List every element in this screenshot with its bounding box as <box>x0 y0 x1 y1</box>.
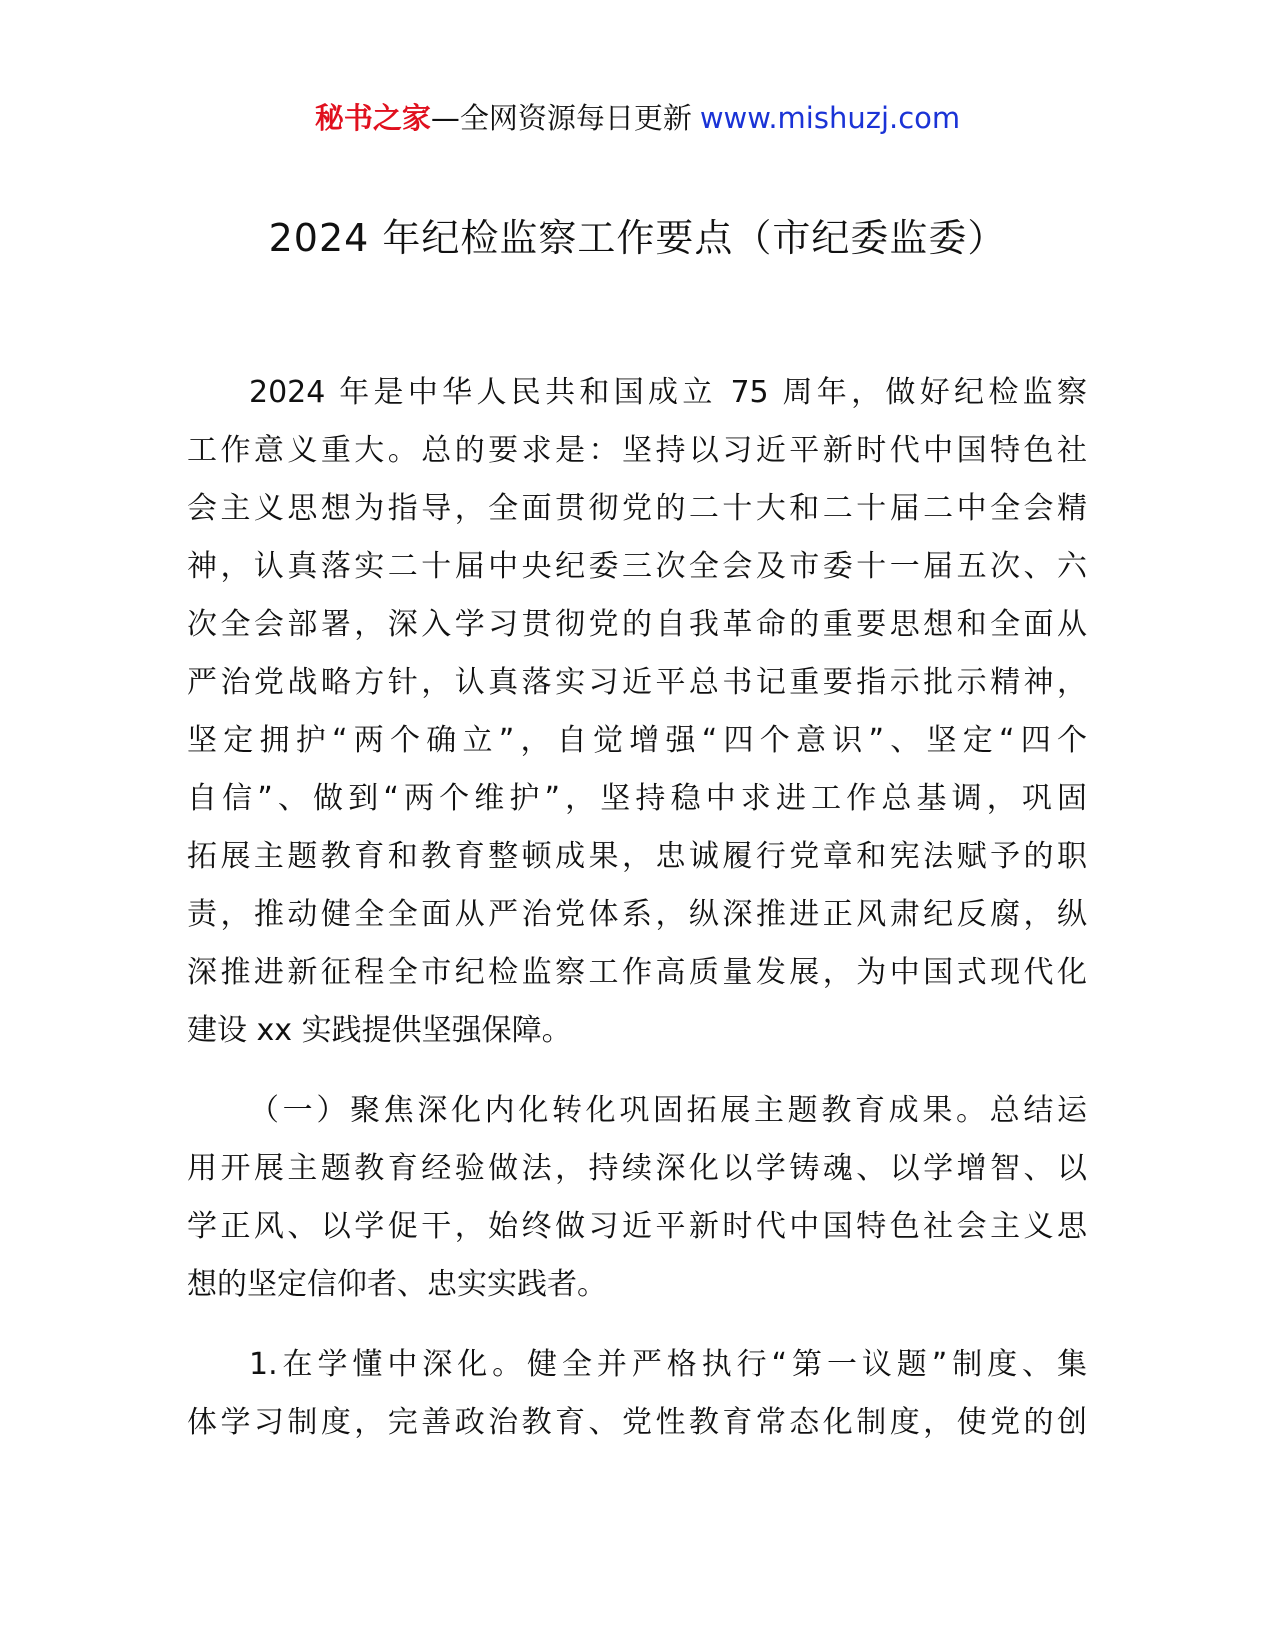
paragraph-line: 2024 年是中华人民共和国成立 75 周年，做好纪检监察 <box>249 375 1087 410</box>
paragraph-line: 想的坚定信仰者、忠实实践者。 <box>187 1267 607 1302</box>
paragraph-line: 神，认真落实二十届中央纪委三次全会及市委十一届五次、六 <box>187 549 1087 584</box>
document-title: 2024 年纪检监察工作要点（市纪委监委） <box>268 216 1007 260</box>
paragraph-line: 深推进新征程全市纪检监察工作高质量发展，为中国式现代化 <box>187 955 1087 990</box>
paragraph-item-one <box>187 1336 1087 1452</box>
paragraph-line: 1.在学懂中深化。健全并严格执行“第一议题”制度、集 <box>249 1347 1087 1382</box>
document-body <box>187 364 1087 1474</box>
paragraph-line: 会主义思想为指导，全面贯彻党的二十大和二十届二中全会精 <box>187 491 1087 526</box>
paragraph-line: 用开展主题教育经验做法，持续深化以学铸魂、以学增智、以 <box>187 1151 1087 1186</box>
site-header <box>0 98 1275 138</box>
paragraph-section-one <box>187 1082 1087 1314</box>
paragraph-line: 拓展主题教育和教育整顿成果，忠诚履行党章和宪法赋予的职 <box>187 839 1087 874</box>
paragraph-line: 学正风、以学促干，始终做习近平新时代中国特色社会主义思 <box>187 1209 1087 1244</box>
paragraph-line: 次全会部署，深入学习贯彻党的自我革命的重要思想和全面从 <box>187 607 1087 642</box>
paragraph-line: 自信”、做到“两个维护”，坚持稳中求进工作总基调，巩固 <box>187 781 1087 816</box>
paragraph-line: 工作意义重大。总的要求是：坚持以习近平新时代中国特色社 <box>187 433 1087 468</box>
paragraph-line: 建设 xx 实践提供坚强保障。 <box>187 1013 572 1048</box>
paragraph-line: 体学习制度，完善政治教育、党性教育常态化制度，使党的创 <box>187 1405 1087 1440</box>
site-name: 秘书之家 <box>314 101 431 135</box>
paragraph-line: 责，推动健全全面从严治党体系，纵深推进正风肃纪反腐，纵 <box>187 897 1087 932</box>
paragraph-intro <box>187 364 1087 1060</box>
paragraph-line: 严治党战略方针，认真落实习近平总书记重要指示批示精神， <box>187 665 1087 700</box>
paragraph-line: （一）聚焦深化内化转化巩固拓展主题教育成果。总结运 <box>249 1093 1087 1128</box>
site-tagline: —全网资源每日更新 <box>430 101 692 135</box>
paragraph-line: 坚定拥护“两个确立”，自觉增强“四个意识”、坚定“四个 <box>187 723 1087 758</box>
site-url-link[interactable]: www.mishuzj.com <box>699 101 961 135</box>
